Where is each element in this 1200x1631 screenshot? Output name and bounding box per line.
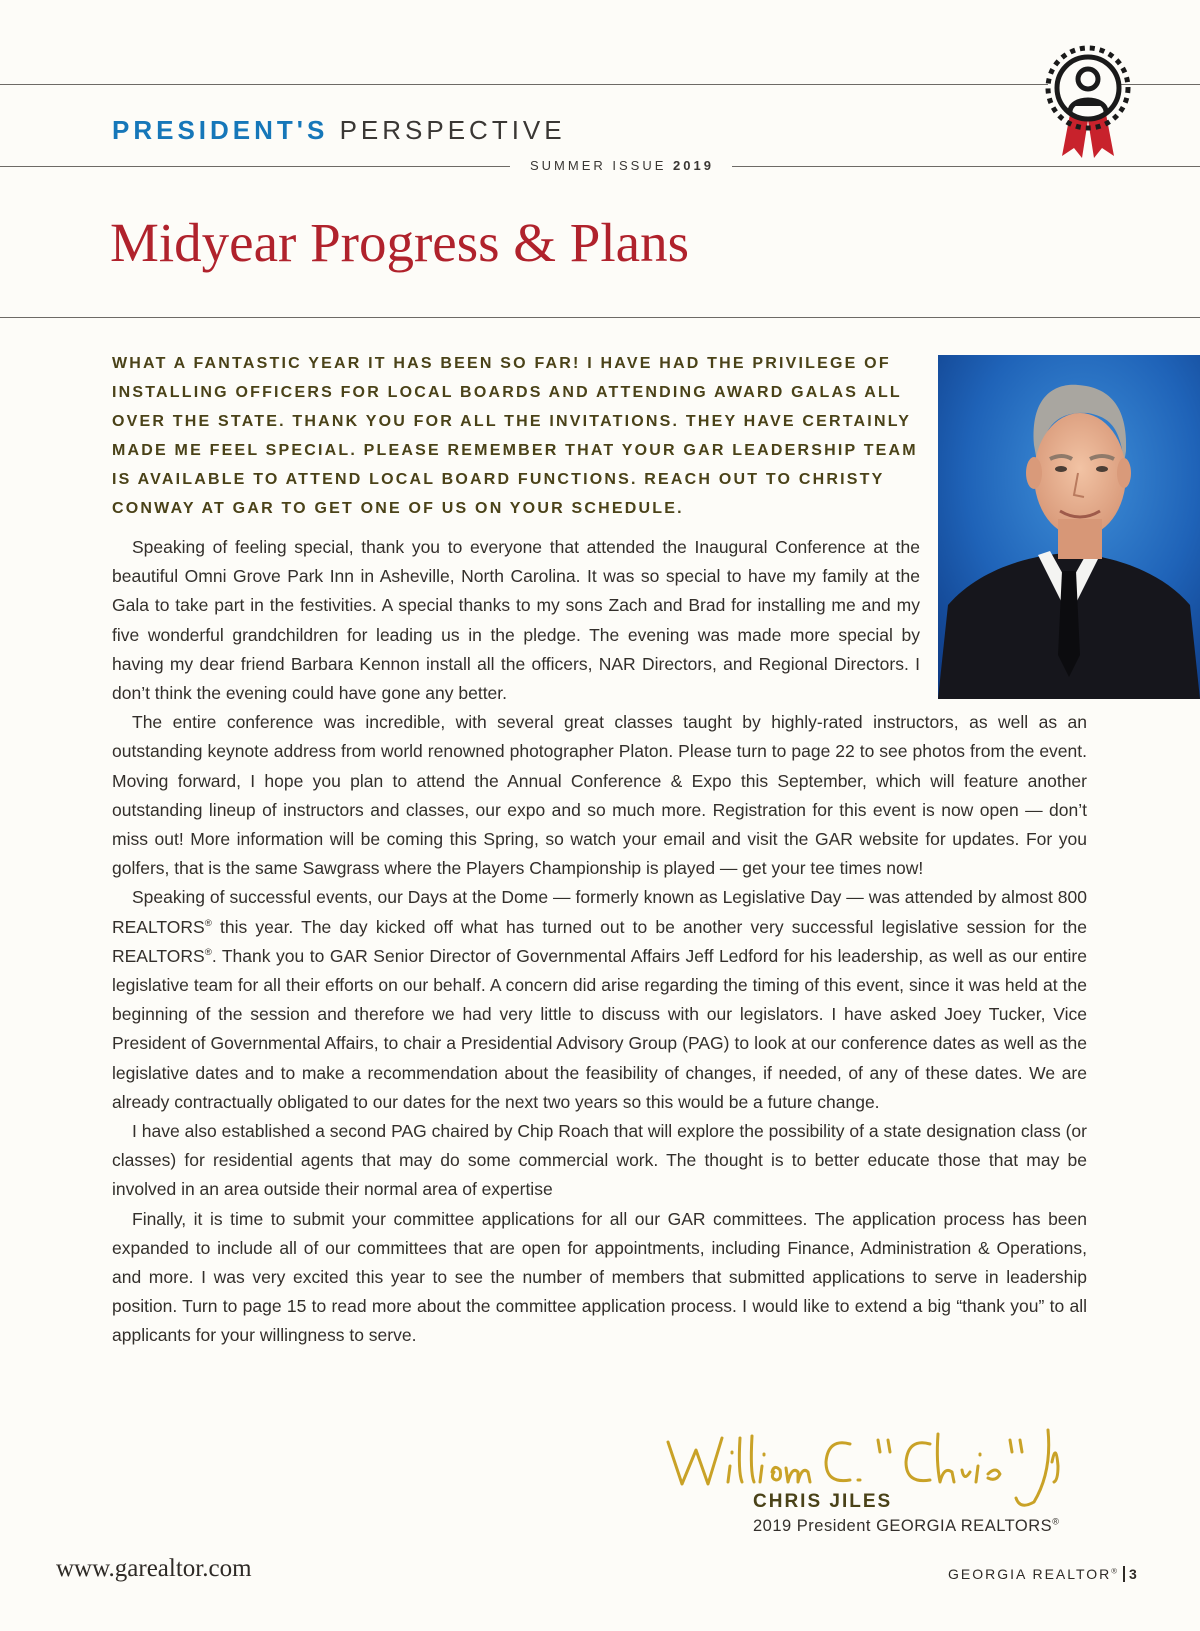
section-label: [112, 114, 566, 146]
registered-mark: ®: [1052, 1516, 1060, 1527]
footer-magazine: [948, 1565, 1139, 1583]
body-paragraph-3-part-2: this year. The day kicked off what has turned out to be another very successful legislative session for the REALTORS: [112, 916, 1087, 966]
body-paragraph-3: [112, 883, 1087, 1117]
issue-label: SUMMER ISSUE: [530, 158, 667, 173]
top-rule: [0, 84, 1048, 85]
issue-rule-left: [0, 166, 510, 167]
registered-mark: ®: [1111, 1566, 1119, 1576]
body-paragraph-2: The entire conference was incredible, with several great classes taught by highly-rated instructors, as well as an outstanding keynote address from world renowned photographer Platon. Please turn to page 22 to see photos from the event. Moving forward, I hope you plan to attend the Annual Conference & Expo this September, which will feature another outstanding lineup of instructors and classes, our expo and so much more. Registration for this event is now open — don’t miss out! More information will be coming this Spring, so watch your email and visit the GAR website for updates. For you golfers, that is the same Sawgrass where the Players Championship is played — get your tee times now!: [112, 712, 1087, 879]
article-body: [112, 533, 1087, 1351]
issue-rule-right: [732, 166, 1200, 167]
body-paragraph-4: I have also established a second PAG chaired by Chip Roach that will explore the possibility of a state designation class (or classes) for residential agents that may do some commercial work. The thought is to better educate those that may be involved in an area outside their normal area of expertise: [112, 1121, 1087, 1200]
footer-magazine-name: GEORGIA REALTOR: [948, 1566, 1112, 1582]
body-paragraph-1: Speaking of feeling special, thank you to everyone that attended the Inaugural Conference at the beautiful Omni Grove Park Inn in Asheville, North Carolina. It was so special to have my family at the Gala to take part in the festivities. A special thanks to my sons Zach and Brad for installing me and my five wonderful grandchildren for leading us in the pledge. The evening was made more special by having my dear friend Barbara Kennon install all the officers, NAR Directors, and Regional Directors. I don’t think the evening could have gone any better.: [112, 537, 920, 704]
body-paragraph-3-part-1: Speaking of successful events, our Days at the Dome — formerly known as Legislative Day — was attended by almost 800 REALTORS: [112, 887, 1087, 937]
person-ribbon-badge-icon: [1040, 44, 1136, 160]
footer-separator: [1123, 1566, 1125, 1582]
section-label-strong: PRESIDENT'S: [112, 115, 329, 145]
signature-name: CHRIS JILES: [753, 1491, 893, 1512]
title-rule: [0, 317, 1200, 318]
page-number: 3: [1128, 1566, 1139, 1582]
signature-title-text: 2019 President GEORGIA REALTORS: [753, 1517, 1053, 1535]
lead-paragraph: WHAT A FANTASTIC YEAR IT HAS BEEN SO FAR! I HAVE HAD THE PRIVILEGE OF INSTALLING OFFICERS FOR LOCAL BOARDS AND ATTENDING AWARD GALAS ALL OVER THE STATE. THANK YOU FOR ALL THE INVITATIONS. THEY HAVE CERTAINLY MADE ME FEEL SPECIAL. PLEASE REMEMBER THAT YOUR GAR LEADERSHIP TEAM IS AVAILABLE TO ATTEND LOCAL BOARD FUNCTIONS. REACH OUT TO CHRISTY CONWAY AT GAR TO GET ONE OF US ON YOUR SCHEDULE.: [112, 355, 918, 517]
signature-title: [753, 1515, 1059, 1537]
issue-line: [530, 158, 714, 174]
section-label-light: PERSPECTIVE: [339, 115, 566, 145]
page-title: Midyear Progress & Plans: [110, 212, 689, 273]
registered-mark: ®: [204, 947, 212, 959]
body-paragraph-3-part-3: . Thank you to GAR Senior Director of Governmental Affairs Jeff Ledford for his leadership, as well as our entire legislative team for all their efforts on our behalf. A concern did arise regarding the timing of this event, since it was held at the beginning of the session and therefore we had very little to discuss with our legislators. I have asked Joey Tucker, Vice President of Governmental Affairs, to chair a Presidential Advisory Group (PAG) to look at our conference dates as well as the legislative dates and to make a recommendation about the feasibility of changes, if needed, of any of these dates. We are already contractually obligated to our dates for the next two years so this would be a future change.: [112, 945, 1087, 1112]
body-paragraph-5: Finally, it is time to submit your committee applications for all our GAR committees. The application process has been expanded to include all of our committees that are open for appointments, including Finance, Administration & Operations, and more. I was very excited this year to see the number of members that submitted applications to serve in leadership position. Turn to page 15 to read more about the committee application process. I would like to extend a big “thank you” to all applicants for your willingness to serve.: [112, 1208, 1087, 1346]
issue-year: 2019: [673, 158, 714, 173]
registered-mark: ®: [204, 917, 212, 929]
footer-website: www.garealtor.com: [56, 1555, 252, 1582]
